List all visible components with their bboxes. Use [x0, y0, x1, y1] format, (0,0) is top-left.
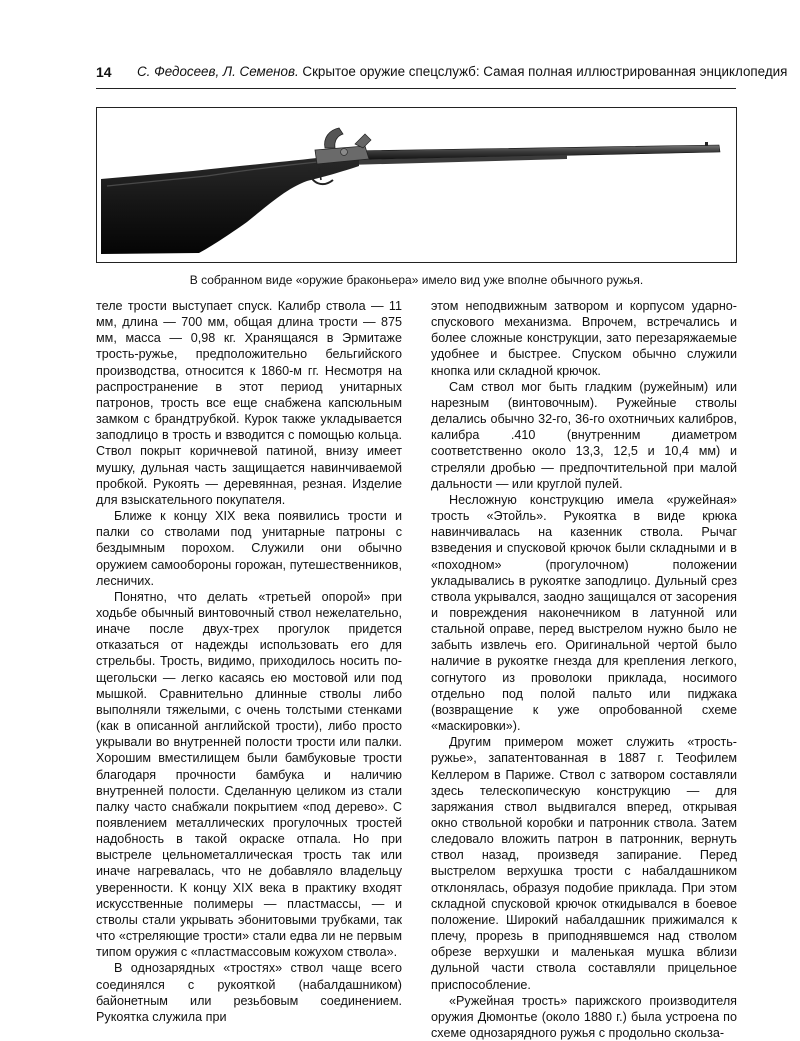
right-paragraph-2: Сам ствол мог быть гладким (ружейным) или нарезным (винтовочным). Ружейные стволы делались обычно 32-го, 36-го охотничьих калибров, калибра .410 (внутренним диаметром соответственно около 13,3, 12,5 и 10,4 мм) и стреляли дробью — предпочтительной при малой дальности — или круглой пулей. [431, 379, 737, 491]
running-head-text [137, 64, 787, 79]
right-paragraph-5: «Ружейная трость» парижского производителя оружия Дюмонтье (около 1880 г.) была устроена по схеме однозарядного ружья с продольно скольза- [431, 993, 737, 1041]
left-paragraph-1: теле трости выступает спуск. Калибр ствола — 11 мм, длина — 700 мм, общая длина трости — 875 мм, масса — 0,98 кг. Хранящаяся в Эрмитаже трость-ружье, предположительно бельгийского производства, относится к 1860-м гг. Несмотря на распространение в этот период унитарных патронов, трость все еще снабжена капсюльным замком с брандтрубкой. Курок также укладывается заподлицо в трость и взводится с помощью кольца. Ствол покрыт коричневой патиной, внизу имеет мушку, дульная часть защищается навинчиваемой пробкой. Рукоять — деревянная, резная. Изделие для взыскательного покупателя. [96, 299, 402, 507]
right-text-column [431, 298, 737, 1041]
authors: С. Федосеев, Л. Семенов. [137, 64, 299, 79]
right-paragraph-1: этом неподвижным затвором и корпусом ударно-спускового механизма. Впрочем, встречались и более сложные конструкции, зато перезаряжаемые удобнее и быстрее. Спуском обычно служили кнопка или складной крючок. [431, 299, 737, 378]
left-text-column [96, 298, 402, 1025]
right-paragraph-4: Другим примером может служить «трость-ружье», запатентованная в 1887 г. Теофилем Келлером в Париже. Ствол с затвором составляли здесь телескопическую конструкцию — для заряжания ствол выдвигался вперед, открывая окно ствольной коробки и патронник ствола. Затем следовало вложить патрон в патронник, вернуть ствол назад, произведя запирание. Перед выстрелом верхушка трости с набалдашником отклонялась, образуя подобие приклада. При этом складной спусковой крючок откидывался в боевое положение. Широкий набалдашник прижимался к плечу, прорезь в приподнявшемся над стволом обрезе верхушки и маленькая мушка вблизи дульной части ствола составляли прицельное приспособление. [431, 735, 737, 992]
left-paragraph-3: Понятно, что делать «третьей опорой» при ходьбе обычный винтовочный ствол нежелательно, иначе после двух-трех прогулок придется отказаться от надежды использовать его для стрельбы. Трость, видимо, приходилось носить по-щегольски — легко касаясь ею мостовой или под мышкой. Сравнительно длинные стволы либо выполняли тяжелыми, с очень толстыми стенками (как в описанной английской трости), либо просто укрывали во внутренней полости трости или палки. Хорошим вместилищем были бамбуковые трости благодаря прочности бамбука и наличию внутренней полости. Сделанную целиком из стали палку часто снабжали покрытием «под дерево». С появлением металлических прогулочных тростей надобность в такой окраске отпала. Но при выстреле цельнометаллическая трость так или иначе нагревалась, что не добавляло владельцу уверенности. К концу XIX века в практику входят искусственные полимеры — пластмассы, — и стволы стали укрывать эбонитовыми трубками, так что «стреляющие трости» стали едва ли не первым типом оружия с «пластмассовым кожухом ствола». [96, 589, 402, 960]
running-header [96, 62, 788, 84]
book-title: Скрытое оружие спецслужб: Самая полная иллюстрированная энциклопедия [302, 64, 788, 79]
flintlock-gun-illustration [97, 108, 736, 262]
left-paragraph-2: Ближе к концу XIX века появились трости и палки со стволами под унитарные патроны с бездымным порохом. Служили они обычно оружием самообороны горожан, путешественников, лесничих. [96, 509, 402, 588]
left-paragraph-4: В однозарядных «тростях» ствол чаще всего соединялся с рукояткой (набалдашником) байонетным или резьбовым соединением. Рукоятка служила при [96, 961, 402, 1024]
header-rule [96, 88, 736, 89]
figure-caption: В собранном виде «оружие браконьера» имело вид уже вполне обычного ружья. [189, 273, 644, 287]
right-paragraph-3: Несложную конструкцию имела «ружейная» трость «Этойль». Рукоятка в виде крюка навинчивалась на казенник ствола. Рычаг взведения и спусковой крючок были складными и в «походном» (прогулочном) положении укладывались в рукоятке заподлицо. Дульный срез ствола укрывался, заодно защищался от засорения и повреждения наконечником в латунной или стальной оправе, перед выстрелом нужно было не забыть извлечь его. Оригинальной чертой было наличие в рукоятке гнезда для крепления легкого, согнутого из проволоки приклада, носимого отдельно под полой пальто или пиджака (возвращение к уже опробованной схеме «маскировки»). [431, 492, 737, 734]
figure-photo [96, 107, 737, 263]
page-number: 14 [96, 64, 112, 80]
